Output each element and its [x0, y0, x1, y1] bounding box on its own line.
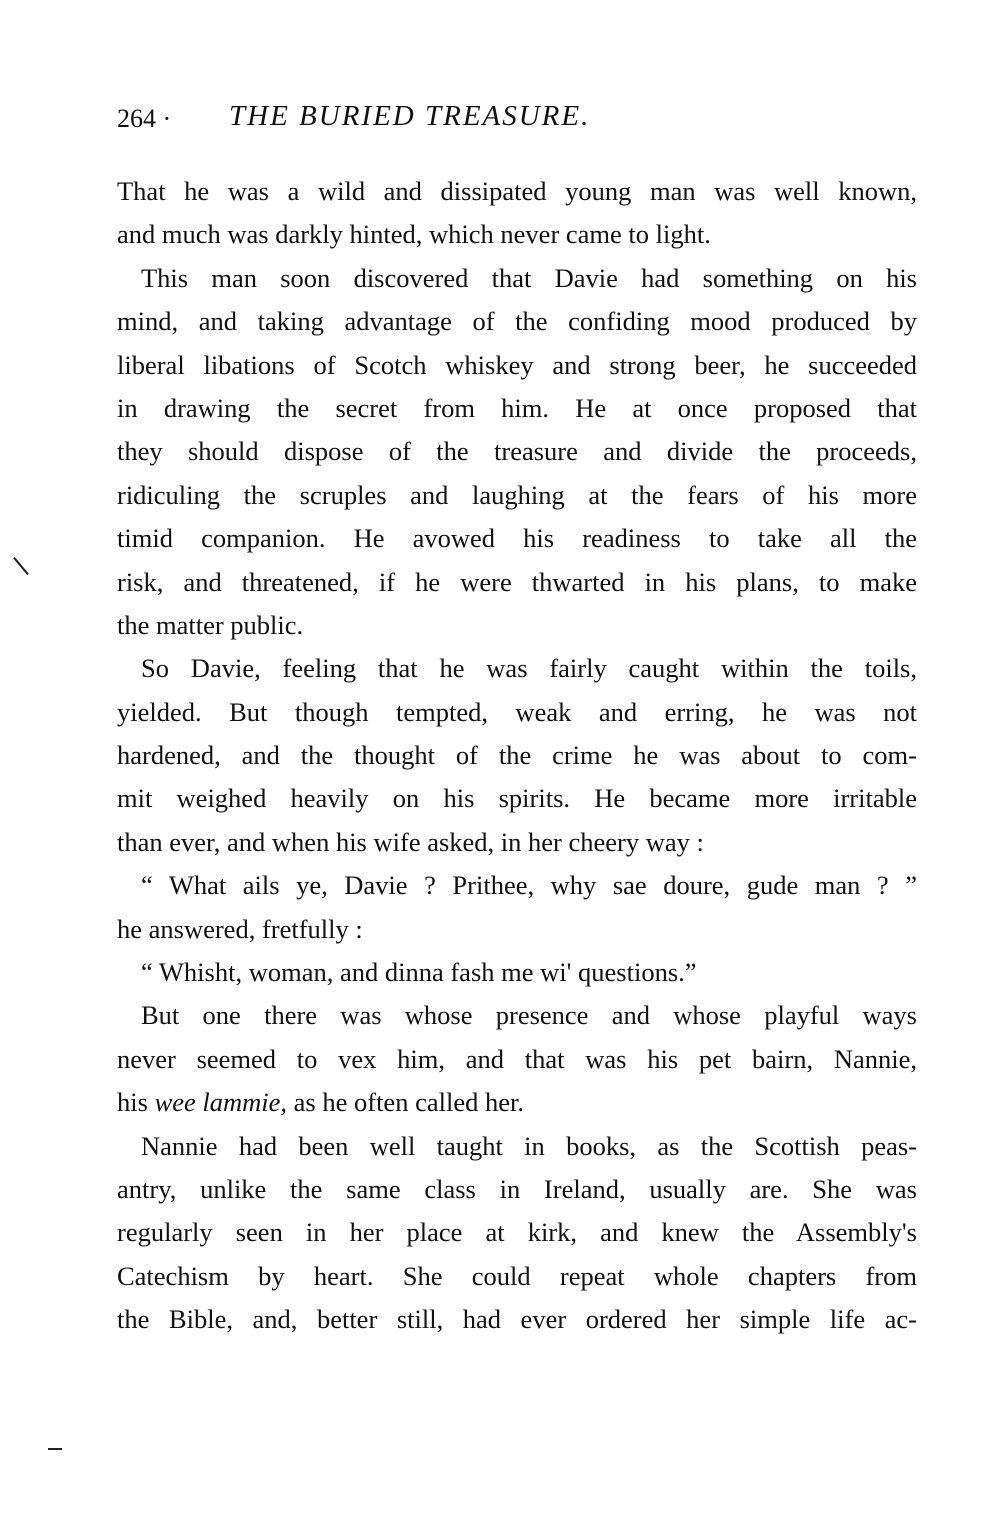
text-line: hardened, and the thought of the crime he was about to com- [117, 740, 917, 771]
text-line: “ What ails ye, Davie ? Prithee, why sae doure, gude man ? ” [141, 870, 917, 901]
paragraph [117, 1125, 917, 1342]
text-span: as he often called her. [287, 1087, 524, 1118]
page-number: 264 · [117, 104, 172, 133]
running-header [117, 100, 917, 144]
text-line: they should dispose of the treasure and divide the proceeds, [117, 436, 917, 467]
text-line: never seemed to vex him, and that was his pet bairn, Nannie, [117, 1043, 917, 1074]
scan-mark [13, 557, 29, 575]
text-line: Nannie had been well taught in books, as the Scottish peas- [141, 1130, 917, 1161]
page-body [117, 170, 917, 1342]
text-line: than ever, and when his wife asked, in her cheery way : [117, 826, 704, 857]
text-line: mit weighed heavily on his spirits. He became more irritable [117, 783, 917, 814]
paragraph [117, 951, 917, 994]
text-line: regularly seen in her place at kirk, and knew the Assembly's [117, 1217, 917, 1248]
text-line: ridiculing the scruples and laughing at the fears of his more [117, 479, 917, 510]
text-line: he answered, fretfully : [117, 913, 363, 944]
paragraph [117, 994, 917, 1124]
text-line: risk, and threatened, if he were thwarted in his plans, to make [117, 566, 917, 597]
paragraph [117, 257, 917, 648]
italic-phrase: wee lammie, [154, 1087, 288, 1118]
text-line: the Bible, and, better still, had ever ordered her simple life ac- [117, 1304, 917, 1335]
text-line: in drawing the secret from him. He at once proposed that [117, 392, 917, 423]
text-span: his [117, 1087, 155, 1118]
text-line: “ Whisht, woman, and dinna fash me wi' questions.” [141, 957, 697, 988]
paragraph [117, 647, 917, 864]
paragraph [117, 170, 917, 257]
running-title: THE BURIED TREASURE. [229, 100, 591, 132]
text-line: mind, and taking advantage of the confiding mood produced by [117, 306, 917, 337]
scan-mark [48, 1448, 62, 1450]
text-line: the matter public. [117, 609, 304, 640]
text-line: antry, unlike the same class in Ireland, usually are. She was [117, 1173, 917, 1204]
text-line: timid companion. He avowed his readiness to take all the [117, 523, 917, 554]
paragraph [117, 864, 917, 951]
text-line: Catechism by heart. She could repeat whole chapters from [117, 1260, 917, 1291]
text-line: But one there was whose presence and whose playful ways [141, 1000, 917, 1031]
text-line [117, 1081, 917, 1124]
text-line: and much was darkly hinted, which never came to light. [117, 219, 711, 250]
text-line: This man soon discovered that Davie had something on his [141, 262, 917, 293]
text-line: So Davie, feeling that he was fairly caught within the toils, [141, 653, 917, 684]
text-line: yielded. But though tempted, weak and erring, he was not [117, 696, 917, 727]
text-line: That he was a wild and dissipated young man was well known, [117, 176, 917, 206]
text-line: liberal libations of Scotch whiskey and strong beer, he succeeded [117, 349, 917, 380]
